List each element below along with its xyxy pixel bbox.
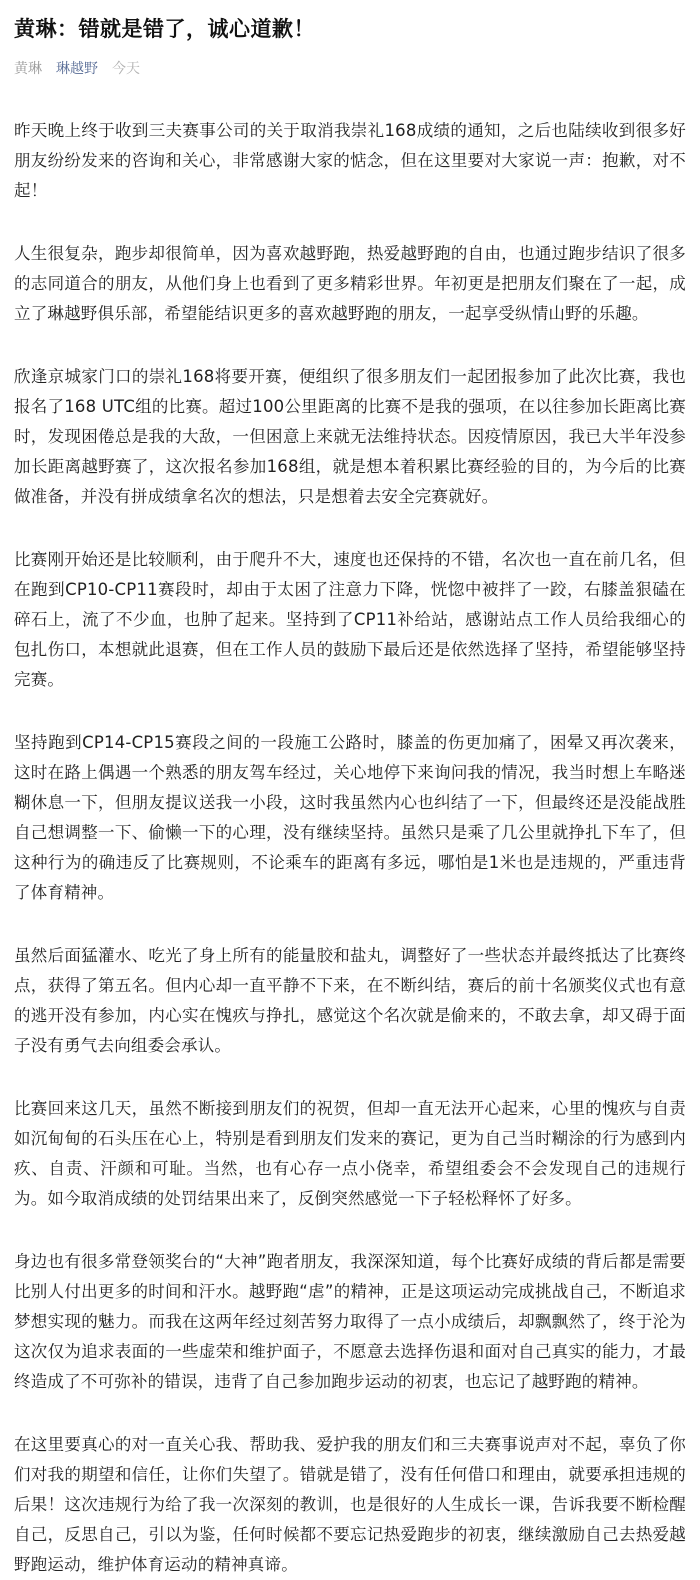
paragraph: 身边也有很多常登领奖台的“大神”跑者朋友，我深深知道，每个比赛好成绩的背后都是需要比别人付出更多的时间和汗水。越野跑“虐”的精神，正是这项运动完成挑战自己，不断追求梦想实现的魅力。而我在这两年经过刻苦努力取得了一点小成绩后，却飘飘然了，终于沦为这次仅为追求表面的一些虚荣和维护面子，不愿意去选择伤退和面对自己真实的能力，才最终造成了不可弥补的错误，违背了自己参加跑步运动的初衷，也忘记了越野跑的精神。 [14, 1252, 686, 1391]
article-body [14, 116, 686, 1580]
account-link[interactable]: 琳越野 [56, 61, 98, 77]
paragraph: 虽然后面猛灌水、吃光了身上所有的能量胶和盐丸，调整好了一些状态并最终抵达了比赛终点，获得了第五名。但内心却一直平静不下来，在不断纠结，赛后的前十名颁奖仪式也有意的逃开没有参加，内心实在愧疚与挣扎，感觉这个名次就是偷来的，不敢去拿，却又碍于面子没有勇气去向组委会承认。 [14, 946, 686, 1055]
paragraph: 比赛刚开始还是比较顺利，由于爬升不大，速度也还保持的不错，名次也一直在前几名，但在跑到CP10-CP11赛段时，却由于太困了注意力下降，恍惚中被拌了一跤，右膝盖狠磕在碎石上，流了不少血，也肿了起来。坚持到了CP11补给站，感谢站点工作人员给我细心的包扎伤口，本想就此退赛，但在工作人员的鼓励下最后还是依然选择了坚持，希望能够坚持完赛。 [14, 550, 686, 689]
paragraph: 坚持跑到CP14-CP15赛段之间的一段施工公路时，膝盖的伤更加痛了，困晕又再次袭来，这时在路上偶遇一个熟悉的朋友驾车经过，关心地停下来询问我的情况，我当时想上车略迷糊休息一下，但朋友提议送我一小段，这时我虽然内心也纠结了一下，但最终还是没能战胜自己想调整一下、偷懒一下的心理，没有继续坚持。虽然只是乘了几公里就挣扎下车了，但这种行为的确违反了比赛规则，不论乘车的距离有多远，哪怕是1米也是违规的，严重违背了体育精神。 [14, 733, 686, 902]
paragraph: 在这里要真心的对一直关心我、帮助我、爱护我的朋友们和三夫赛事说声对不起，辜负了你们对我的期望和信任，让你们失望了。错就是错了，没有任何借口和理由，就要承担违规的后果！这次违规行为给了我一次深刻的教训，也是很好的人生成长一课，告诉我要不断检醒自己，反思自己，引以为鉴，任何时候都不要忘记热爱跑步的初衷，继续激励自己去热爱越野跑运动，维护体育运动的精神真谛。 [14, 1435, 686, 1574]
paragraph: 人生很复杂，跑步却很简单，因为喜欢越野跑，热爱越野跑的自由，也通过跑步结识了很多的志同道合的朋友，从他们身上也看到了更多精彩世界。年初更是把朋友们聚在了一起，成立了琳越野俱乐部，希望能结识更多的喜欢越野跑的朋友，一起享受纵情山野的乐趣。 [14, 244, 686, 323]
paragraph: 昨天晚上终于收到三夫赛事公司的关于取消我崇礼168成绩的通知，之后也陆续收到很多好朋友纷纷发来的咨询和关心，非常感谢大家的惦念，但在这里要对大家说一声：抱歉，对不起！ [14, 121, 686, 200]
article-title: 黄琳：错就是错了，诚心道歉！ [14, 17, 315, 41]
paragraph: 比赛回来这几天，虽然不断接到朋友们的祝贺，但却一直无法开心起来，心里的愧疚与自责如沉甸甸的石头压在心上，特别是看到朋友们发来的赛记，更为自己当时糊涂的行为感到内疚、自责、汗颜和可耻。当然，也有心存一点小侥幸，希望组委会不会发现自己的违规行为。如今取消成绩的处罚结果出来了，反倒突然感觉一下子轻松释怀了好多。 [14, 1099, 686, 1208]
author-name: 黄琳 [14, 61, 42, 77]
article-meta [14, 54, 686, 84]
publish-date: 今天 [112, 61, 140, 77]
paragraph: 欣逢京城家门口的崇礼168将要开赛，便组织了很多朋友们一起团报参加了此次比赛，我也报名了168 UTC组的比赛。超过100公里距离的比赛不是我的强项，在以往参加长距离比赛时，发现困倦总是我的大敌，一但困意上来就无法维持状态。因疫情原因，我已大半年没参加长距离越野赛了，这次报名参加168组，就是想本着积累比赛经验的目的，为今后的比赛做准备，并没有拼成绩拿名次的想法，只是想着去安全完赛就好。 [14, 367, 686, 506]
